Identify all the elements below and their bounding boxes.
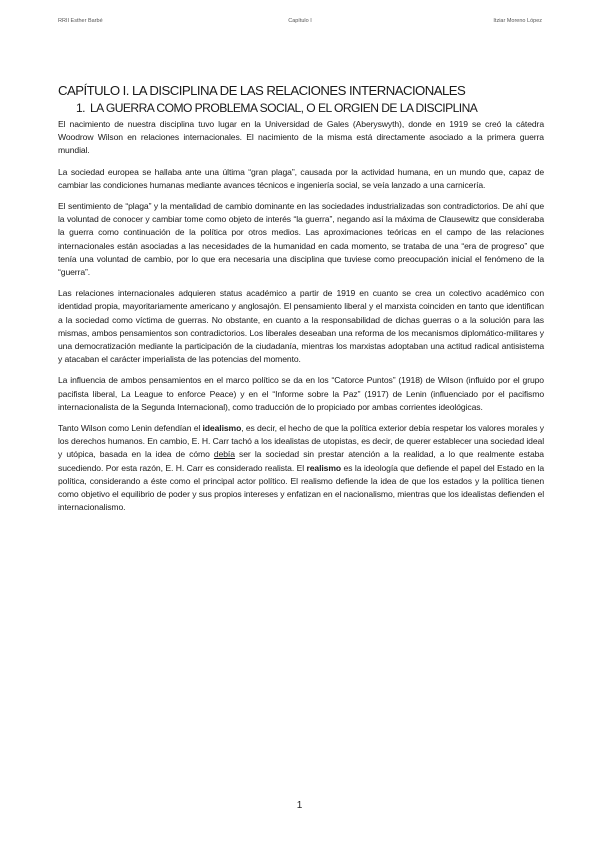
header-author: RRII Esther Barbé <box>58 18 103 24</box>
header-student: Itziar Moreno López <box>493 18 542 24</box>
paragraph-6-text: , es decir, el hecho de que la política exterior debía respetar los valores morales y los derechos humanos. En cambio, E. H. Carr tachó a los idealistas de utopistas, es decir, de querer establecer una sociedad ideal y utópica, basada en la idea de cómo <box>58 423 544 460</box>
section-number: 1. <box>76 101 85 115</box>
term-idealismo: idealismo <box>202 423 242 434</box>
underlined-debia: debía <box>213 449 235 460</box>
paragraph-6-text: ser la sociedad sin prestar atención a la realidad, a lo que realmente estaba sucediendo. Por esta razón, E. H. Carr es considerado realista. El <box>58 449 544 473</box>
page-header <box>58 18 542 30</box>
section-title: LA GUERRA COMO PROBLEMA SOCIAL, O EL ORGIEN DE LA DISCIPLINA <box>90 101 478 115</box>
page-number: 1 <box>296 800 303 811</box>
paragraph-6-text: Tanto Wilson como Lenin defendían el <box>58 423 203 434</box>
header-chapter: Capítulo I <box>288 18 312 24</box>
paragraph-5: La influencia de ambos pensamientos en el marco político se da en los “Catorce Puntos” (1918) de Wilson (influido por el grupo pacifista liberal, La League to enforce Peace) y en el “Informe sobre la Paz” (1917) de Lenin (influenciado por el pacifismo internacionalista de la Segunda Internacional), como traducción de lo propiciado por ambas corrientes ideológicas. <box>58 375 544 412</box>
paragraph-4: Las relaciones internacionales adquieren status académico a partir de 1919 en cuanto se crea un colectivo académico con identidad propia, mayoritariamente americano y anglosajón. El pensamiento liberal y el marxista coinciden en tanto que identifican a la sociedad como víctima de guerras. No obstante, en cuanto a la responsabilidad de dichas guerras o a la solución para las mismas, ambos pensamientos son contradictorios. Los liberales deseaban una reforma de los mecanismos diplomático-militares y una democratización mediante la participación de la ciudadanía, mientras los marxistas adoptaban una actitud radical antisistema y atacaban el carácter imperialista de las potencias del momento. <box>58 288 544 365</box>
document-body <box>58 82 544 522</box>
chapter-title: CAPÍTULO I. LA DISCIPLINA DE LAS RELACIONES INTERNACIONALES <box>58 83 466 98</box>
paragraph-3: El sentimiento de “plaga” y la mentalidad de cambio dominante en las sociedades industrializadas son contradictorios. De ahí que la voluntad de conocer y cambiar tome como objeto de interés “la guerra”, negando así la máxima de Clausewitz que consideraba la guerra como continuación de la política por otros medios. Las aproximaciones teóricas en el campo de las relaciones internacionales están asociadas a las necesidades de la humanidad en cada momento, se trataba de una “era de progreso” que tenía una voluntad de cambio, por lo que era necesaria una disciplina que tuviese como preocupación inicial el fenómeno de la “guerra”. <box>58 201 544 278</box>
paragraph-6 <box>58 422 544 514</box>
paragraph-6-text: es la ideología que defiende el papel del Estado en la política, considerando a éste como el principal actor político. El realismo defiende la idea de que los estados y la política tienen como objetivo el equilibrio de poder y sus propios intereses y enfatizan en el nacionalismo, mientras que los idealistas defienden el internacionalismo. <box>58 462 544 513</box>
paragraph-1: El nacimiento de nuestra disciplina tuvo lugar en la Universidad de Gales (Aberyswyth), donde en 1919 se creó la cátedra Woodrow Wilson en relaciones internacionales. El nacimiento de la misma está directamente asociado a la primera guerra mundial. <box>58 119 544 156</box>
paragraph-2: La sociedad europea se hallaba ante una última “gran plaga”, causada por la actividad humana, en un mundo que, capaz de cambiar las condiciones humanas mediante avances técnicos e ingeniería social, se veía lanzado a una carnicería. <box>58 166 544 190</box>
section-heading <box>76 101 544 116</box>
term-realismo: realismo <box>306 462 342 473</box>
